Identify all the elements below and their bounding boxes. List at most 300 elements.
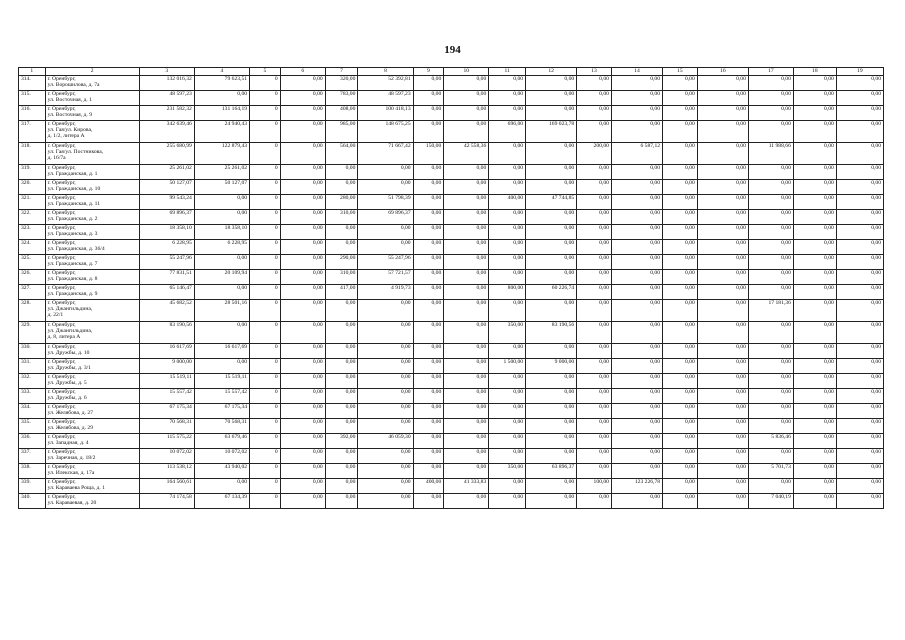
value-cell: 0,00 [793, 404, 836, 419]
value-cell: 696,00 [489, 121, 526, 143]
value-cell: 132 016,32 [139, 76, 194, 91]
value-cell: 0,00 [836, 389, 883, 404]
value-cell: 10 072,02 [139, 449, 194, 464]
value-cell: 0,00 [836, 464, 883, 479]
value-cell: 48 597,23 [358, 91, 413, 106]
address-line: ул. Гражданская, д. 2 [47, 216, 98, 223]
value-cell: 0,00 [577, 494, 612, 509]
value-cell: 0,00 [444, 359, 489, 374]
value-cell: 0,00 [526, 300, 577, 322]
value-cell: 0,00 [748, 210, 793, 225]
value-cell: 0,00 [358, 464, 413, 479]
table-row [19, 419, 884, 434]
value-cell: 47 744,85 [526, 195, 577, 210]
value-cell: 18 358,10 [139, 225, 194, 240]
address-cell [45, 121, 139, 143]
address-cell [45, 322, 139, 344]
address-line: ул. Гая/ул. Постникова, [47, 149, 104, 156]
value-cell: 0,00 [836, 255, 883, 270]
value-cell: 0,00 [836, 180, 883, 195]
value-cell: 0,00 [663, 359, 698, 374]
value-cell: 0 [250, 494, 281, 509]
value-cell: 0,00 [280, 479, 325, 494]
value-cell: 0,00 [194, 322, 249, 344]
value-cell: 0,00 [748, 195, 793, 210]
value-cell: 0,00 [836, 195, 883, 210]
address-line: ул. Дружбы, д. 5 [47, 380, 87, 387]
row-number: 322. [19, 210, 46, 225]
value-cell: 0,00 [444, 434, 489, 449]
address-line: ул. Заречная, д. 18/2 [47, 455, 96, 462]
value-cell: 0,00 [444, 449, 489, 464]
value-cell: 48 597,23 [139, 91, 194, 106]
value-cell: 0,00 [748, 76, 793, 91]
address-line: ул. Гражданская, д. 7 [47, 261, 98, 268]
value-cell: 0,00 [577, 344, 612, 359]
value-cell: 0,00 [280, 91, 325, 106]
value-cell: 0,00 [413, 464, 444, 479]
value-cell: 0,00 [413, 449, 444, 464]
value-cell: 63 679,46 [194, 434, 249, 449]
value-cell: 0,00 [663, 404, 698, 419]
address-line: г. Оренбург, [47, 240, 76, 246]
value-cell: 0,00 [413, 285, 444, 300]
column-header: 18 [793, 68, 836, 76]
column-header: 15 [663, 68, 698, 76]
value-cell: 0,00 [836, 121, 883, 143]
value-cell: 15 557,42 [139, 389, 194, 404]
table-row [19, 285, 884, 300]
value-cell: 0,00 [413, 270, 444, 285]
value-cell: 0,00 [663, 449, 698, 464]
column-header: 7 [325, 68, 358, 76]
address-line: г. Оренбург, [47, 374, 76, 380]
value-cell: 0,00 [748, 479, 793, 494]
value-cell: 0,00 [663, 464, 698, 479]
value-cell: 0,00 [611, 374, 662, 389]
value-cell: 0,00 [611, 389, 662, 404]
address-line: ул. Гая/ул. Кирова, [47, 127, 93, 134]
value-cell: 0,00 [836, 300, 883, 322]
value-cell: 5 836,46 [748, 434, 793, 449]
value-cell: 131 164,19 [194, 106, 249, 121]
value-cell: 0,00 [611, 285, 662, 300]
address-cell [45, 449, 139, 464]
address-line: г. Оренбург, [47, 180, 76, 186]
value-cell: 0 [250, 389, 281, 404]
value-cell: 0,00 [280, 494, 325, 509]
value-cell: 0,00 [358, 419, 413, 434]
value-cell: 16 617,69 [139, 344, 194, 359]
value-cell: 0,00 [280, 449, 325, 464]
value-cell: 255 680,99 [139, 143, 194, 165]
value-cell: 0,00 [526, 255, 577, 270]
value-cell: 392,00 [325, 434, 358, 449]
value-cell: 350,00 [489, 464, 526, 479]
value-cell: 0 [250, 121, 281, 143]
value-cell: 0,00 [526, 76, 577, 91]
address-line: г. Оренбург, [47, 404, 76, 410]
value-cell: 0,00 [325, 479, 358, 494]
value-cell: 0,00 [697, 434, 748, 449]
row-number: 326. [19, 270, 46, 285]
table-row [19, 270, 884, 285]
address-cell [45, 389, 139, 404]
value-cell: 0,00 [280, 225, 325, 240]
value-cell: 0,00 [325, 225, 358, 240]
value-cell: 115 575,22 [139, 434, 194, 449]
value-cell: 164 560,61 [139, 479, 194, 494]
address-line: г. Оренбург, [47, 195, 76, 201]
value-cell: 0,00 [489, 344, 526, 359]
value-cell: 0,00 [836, 419, 883, 434]
value-cell: 0,00 [444, 195, 489, 210]
value-cell: 0,00 [489, 225, 526, 240]
table-row [19, 210, 884, 225]
value-cell: 0,00 [611, 180, 662, 195]
value-cell: 783,00 [325, 91, 358, 106]
value-cell: 0,00 [489, 180, 526, 195]
value-cell: 0,00 [358, 479, 413, 494]
value-cell: 0,00 [611, 419, 662, 434]
value-cell: 43 940,02 [194, 464, 249, 479]
value-cell: 0,00 [444, 240, 489, 255]
address-cell [45, 180, 139, 195]
value-cell: 0,00 [280, 143, 325, 165]
value-cell: 0,00 [748, 165, 793, 180]
address-line: ул. Дружбы, д. 10 [47, 350, 90, 357]
value-cell: 0,00 [697, 359, 748, 374]
address-cell [45, 91, 139, 106]
value-cell: 0,00 [444, 121, 489, 143]
table-row [19, 300, 884, 322]
address-line: г. Оренбург, [47, 285, 76, 291]
header-row [19, 68, 884, 76]
value-cell: 15 557,42 [194, 389, 249, 404]
value-cell: 150,00 [413, 143, 444, 165]
value-cell: 0,00 [663, 143, 698, 165]
address-line: ул. Дружбы, д. 6 [47, 395, 87, 402]
value-cell: 69 896,37 [358, 210, 413, 225]
value-cell: 55 247,96 [358, 255, 413, 270]
address-line: ул. Восточная, д. 1 [47, 97, 92, 104]
value-cell: 0,00 [526, 180, 577, 195]
value-cell: 0,00 [663, 479, 698, 494]
value-cell: 0,00 [325, 419, 358, 434]
value-cell: 1 500,00 [489, 359, 526, 374]
value-cell: 17 181,36 [748, 300, 793, 322]
value-cell: 0 [250, 374, 281, 389]
value-cell: 0,00 [358, 404, 413, 419]
value-cell: 0,00 [280, 389, 325, 404]
value-cell: 0 [250, 270, 281, 285]
value-cell: 0,00 [793, 106, 836, 121]
column-header: 12 [526, 68, 577, 76]
value-cell: 0,00 [663, 419, 698, 434]
address-line: ул. Дружбы, д. 3/1 [47, 365, 91, 372]
address-line: г. Оренбург, [47, 255, 76, 261]
address-cell [45, 106, 139, 121]
value-cell: 50 127,07 [194, 180, 249, 195]
value-cell: 0,00 [280, 255, 325, 270]
value-cell: 0,00 [697, 255, 748, 270]
data-table [18, 67, 884, 509]
value-cell: 0,00 [413, 106, 444, 121]
value-cell: 0,00 [611, 404, 662, 419]
value-cell: 0,00 [358, 374, 413, 389]
value-cell: 0,00 [793, 464, 836, 479]
value-cell: 0,00 [489, 255, 526, 270]
value-cell: 99 543,24 [139, 195, 194, 210]
address-cell [45, 464, 139, 479]
value-cell: 0,00 [413, 322, 444, 344]
value-cell: 0,00 [194, 285, 249, 300]
value-cell: 0,00 [577, 195, 612, 210]
value-cell: 0,00 [280, 285, 325, 300]
value-cell: 0,00 [325, 240, 358, 255]
value-cell: 51 798,39 [358, 195, 413, 210]
value-cell: 0,00 [697, 121, 748, 143]
value-cell: 0,00 [748, 180, 793, 195]
value-cell: 42 558,36 [444, 143, 489, 165]
value-cell: 0,00 [836, 240, 883, 255]
value-cell: 0,00 [697, 479, 748, 494]
row-number: 331. [19, 359, 46, 374]
value-cell: 10 072,02 [194, 449, 249, 464]
value-cell: 0,00 [526, 374, 577, 389]
value-cell: 0,00 [611, 344, 662, 359]
value-cell: 0,00 [280, 195, 325, 210]
value-cell: 60 226,74 [526, 285, 577, 300]
value-cell: 0,00 [489, 106, 526, 121]
value-cell: 20 109,94 [194, 270, 249, 285]
value-cell: 0,00 [793, 91, 836, 106]
value-cell: 0,00 [577, 359, 612, 374]
address-line: г. Оренбург, [47, 389, 76, 395]
value-cell: 0,00 [836, 285, 883, 300]
value-cell: 0,00 [444, 300, 489, 322]
value-cell: 0,00 [836, 344, 883, 359]
value-cell: 0,00 [793, 374, 836, 389]
value-cell: 0,00 [697, 91, 748, 106]
value-cell: 0,00 [611, 91, 662, 106]
value-cell: 0,00 [793, 195, 836, 210]
value-cell: 310,00 [325, 270, 358, 285]
value-cell: 0,00 [444, 76, 489, 91]
value-cell: 71 667,42 [358, 143, 413, 165]
value-cell: 50 127,07 [139, 180, 194, 195]
value-cell: 0,00 [748, 389, 793, 404]
value-cell: 0,00 [611, 322, 662, 344]
address-line: ул. Гражданская, д. 36/4 [47, 246, 105, 253]
value-cell: 45 682,52 [139, 300, 194, 322]
value-cell: 0,00 [489, 404, 526, 419]
value-cell: 0,00 [280, 344, 325, 359]
value-cell: 0,00 [836, 374, 883, 389]
value-cell: 0,00 [489, 449, 526, 464]
value-cell: 342 639,46 [139, 121, 194, 143]
value-cell: 6 228,95 [139, 240, 194, 255]
address-line: г. Оренбург, [47, 344, 76, 350]
value-cell: 0,00 [697, 180, 748, 195]
value-cell: 0,00 [611, 121, 662, 143]
table-row [19, 359, 884, 374]
value-cell: 0,00 [526, 419, 577, 434]
address-line: г. Оренбург, [47, 449, 76, 455]
value-cell: 57 721,57 [358, 270, 413, 285]
value-cell: 0,00 [793, 76, 836, 91]
value-cell: 0,00 [663, 285, 698, 300]
value-cell: 74 174,58 [139, 494, 194, 509]
value-cell: 0 [250, 344, 281, 359]
column-header: 16 [697, 68, 748, 76]
value-cell: 24 940,43 [194, 121, 249, 143]
column-header: 10 [444, 68, 489, 76]
value-cell: 0,00 [194, 195, 249, 210]
value-cell: 0,00 [358, 165, 413, 180]
value-cell: 77 831,51 [139, 270, 194, 285]
value-cell: 0,00 [793, 479, 836, 494]
value-cell: 0,00 [325, 389, 358, 404]
value-cell: 0,00 [611, 434, 662, 449]
address-line: ул. Ворошилова, д. 7а [47, 82, 100, 89]
value-cell: 0,00 [526, 165, 577, 180]
value-cell: 6 587,12 [611, 143, 662, 165]
row-number: 325. [19, 255, 46, 270]
value-cell: 0,00 [413, 225, 444, 240]
value-cell: 0,00 [489, 374, 526, 389]
value-cell: 0,00 [577, 389, 612, 404]
value-cell: 0,00 [793, 225, 836, 240]
column-header: 19 [836, 68, 883, 76]
value-cell: 0,00 [697, 76, 748, 91]
value-cell: 0,00 [577, 404, 612, 419]
value-cell: 0,00 [325, 404, 358, 419]
address-cell [45, 419, 139, 434]
value-cell: 0,00 [526, 344, 577, 359]
value-cell: 0,00 [748, 270, 793, 285]
value-cell: 0,00 [748, 419, 793, 434]
value-cell: 0,00 [748, 106, 793, 121]
value-cell: 0,00 [611, 449, 662, 464]
value-cell: 0,00 [526, 479, 577, 494]
value-cell: 0,00 [793, 434, 836, 449]
value-cell: 0,00 [611, 359, 662, 374]
value-cell: 0,00 [413, 121, 444, 143]
value-cell: 0,00 [748, 240, 793, 255]
value-cell: 0,00 [413, 300, 444, 322]
value-cell: 0,00 [489, 389, 526, 404]
value-cell: 0,00 [325, 165, 358, 180]
column-header: 6 [280, 68, 325, 76]
value-cell: 0,00 [697, 225, 748, 240]
value-cell: 0,00 [793, 255, 836, 270]
value-cell: 0,00 [577, 285, 612, 300]
address-line: г. Оренбург, [47, 464, 76, 470]
value-cell: 0,00 [577, 240, 612, 255]
address-cell [45, 344, 139, 359]
value-cell: 0,00 [793, 322, 836, 344]
value-cell: 0,00 [280, 210, 325, 225]
table-body [19, 76, 884, 509]
value-cell: 0,00 [280, 270, 325, 285]
value-cell: 0,00 [444, 404, 489, 419]
value-cell: 0,00 [748, 91, 793, 106]
table-row [19, 464, 884, 479]
value-cell: 0,00 [489, 165, 526, 180]
address-line: д. 16/7а [47, 155, 66, 162]
value-cell: 0,00 [358, 225, 413, 240]
value-cell: 0,00 [444, 494, 489, 509]
value-cell: 0,00 [836, 449, 883, 464]
value-cell: 0,00 [793, 143, 836, 165]
value-cell: 0,00 [748, 359, 793, 374]
table-row [19, 180, 884, 195]
value-cell: 0,00 [836, 106, 883, 121]
value-cell: 113 538,12 [139, 464, 194, 479]
value-cell: 0,00 [577, 464, 612, 479]
value-cell: 0,00 [444, 165, 489, 180]
value-cell: 0,00 [697, 270, 748, 285]
value-cell: 9 000,00 [526, 359, 577, 374]
value-cell: 0,00 [577, 322, 612, 344]
value-cell: 0 [250, 434, 281, 449]
value-cell: 0,00 [611, 270, 662, 285]
value-cell: 0,00 [413, 434, 444, 449]
address-line: г. Оренбург, [47, 121, 76, 127]
value-cell: 408,00 [325, 106, 358, 121]
value-cell: 0,00 [444, 419, 489, 434]
value-cell: 0,00 [748, 121, 793, 143]
address-line: ул. Гражданская, д. 3 [47, 231, 98, 238]
value-cell: 0,00 [358, 389, 413, 404]
value-cell: 63 896,37 [526, 464, 577, 479]
value-cell: 0 [250, 91, 281, 106]
value-cell: 65 146,47 [139, 285, 194, 300]
value-cell: 0,00 [413, 210, 444, 225]
row-number: 315. [19, 91, 46, 106]
value-cell: 0 [250, 285, 281, 300]
value-cell: 0,00 [413, 404, 444, 419]
value-cell: 0,00 [697, 240, 748, 255]
value-cell: 0,00 [611, 195, 662, 210]
value-cell: 123 226,78 [611, 479, 662, 494]
value-cell: 0,00 [611, 255, 662, 270]
column-header: 2 [45, 68, 139, 76]
value-cell: 0,00 [358, 449, 413, 464]
address-line: ул. Желябова, д. 29 [47, 425, 94, 432]
value-cell: 0,00 [577, 165, 612, 180]
value-cell: 0,00 [697, 344, 748, 359]
address-line: г. Оренбург, [47, 270, 76, 276]
value-cell: 70 568,31 [139, 419, 194, 434]
value-cell: 0,00 [836, 359, 883, 374]
value-cell: 25 261,02 [139, 165, 194, 180]
value-cell: 985,00 [325, 121, 358, 143]
value-cell: 0,00 [697, 464, 748, 479]
value-cell: 0,00 [444, 180, 489, 195]
value-cell: 0,00 [413, 195, 444, 210]
value-cell: 0,00 [663, 121, 698, 143]
value-cell: 0,00 [663, 389, 698, 404]
address-line: ул. Гражданская, д. 1 [47, 171, 98, 178]
value-cell: 169 023,78 [526, 121, 577, 143]
value-cell: 0,00 [577, 434, 612, 449]
value-cell: 83 190,56 [139, 322, 194, 344]
address-line: ул. Гражданская, д. 11 [47, 201, 101, 208]
value-cell: 0,00 [444, 225, 489, 240]
address-cell [45, 143, 139, 165]
